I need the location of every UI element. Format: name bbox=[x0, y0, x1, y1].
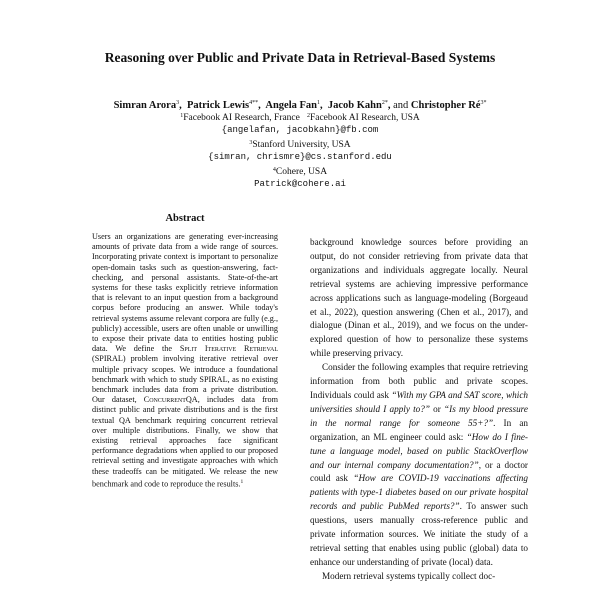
body-paragraph: background knowledge sources before providing an output, do not consider retrieving from private data that organizations and individuals aggregate locally. Neural retrieval systems are achieving impressive performance across applications such as language-modeling (Borgeaud et al., 2022), question answering (Chen et al., 2017), and dialogue (Dinan et al., 2019), and we focus on the under-explored question of how to personalize these systems while preserving privacy. bbox=[310, 237, 528, 359]
body-text: , or a doctor could ask bbox=[310, 459, 528, 484]
author-list: Simran Arora$^3$, Patrick Lewis$^{4**}$, Angela Fan$^1$, Jacob Kahn$^{2*}$, and Christopher $Ré^{3*}$ bbox=[113, 100, 487, 111]
author-name: Angela Fan bbox=[265, 100, 318, 111]
body-text: Consider the following examples that require retrieving information from both public and private scopes. Individuals could ask bbox=[310, 362, 528, 400]
body-text: . In an organization, an ML engineer could ask: bbox=[310, 417, 528, 442]
affiliation-text: Stanford University, USA bbox=[252, 140, 351, 150]
affiliation-mark: 4 bbox=[272, 167, 276, 173]
example-question: “Is my blood pressure in the normal range for someone 55+?” bbox=[310, 403, 528, 428]
body-text: or bbox=[429, 403, 445, 414]
abstract-text: (SPIRAL) problem involving iterative retrieval over multiple privacy scopes. We introduce a foundational benchmark with which to study SPIRAL, as no existing benchmark includes data from a private distribution. Our dataset, bbox=[92, 354, 278, 405]
abstract-smallcaps: Split Iterative Retrieval bbox=[179, 344, 279, 354]
author-mark: 2* bbox=[381, 100, 388, 106]
footnote-mark: 1 bbox=[240, 478, 244, 485]
affiliation-mark: 2 bbox=[306, 113, 310, 119]
author-name: Simran Arora bbox=[113, 100, 177, 111]
body-text: . To answer such questions, users manually cross-reference public and private information sources. We initiate the study of a retrieval setting that enables using public (global) data to enhance our understanding of private (local) data. bbox=[310, 501, 528, 567]
author-mark: 3* bbox=[480, 100, 487, 106]
body-paragraph bbox=[310, 361, 528, 570]
affiliation-text: Facebook AI Research, USA bbox=[309, 113, 420, 123]
abstract-body bbox=[92, 232, 278, 490]
affiliation-mark: 3 bbox=[249, 140, 253, 146]
abstract-heading: Abstract bbox=[165, 213, 205, 224]
author-mark: 4** bbox=[249, 100, 259, 106]
email-line-1: {angelafan, jacobkahn}@fb.com bbox=[221, 125, 379, 135]
abstract-smallcaps: ConcurrentQA bbox=[143, 395, 198, 405]
abstract-text: , includes data from distinct public and private distributions and is the first textual QA benchmark requiring concurrent retrieval over multiple distributions. Finally, we show that existing retrieval approaches face significant performance degradations when applied to our proposed retrieval setting and investigate approaches with which these tradeoffs can be mitigated. We release the new benchmark and code to reproduce the results. bbox=[92, 395, 278, 489]
example-question: “How do I fine-tune a language model, based on public StackOverflow and our internal company documentation?” bbox=[310, 431, 528, 470]
affiliation-line-3 bbox=[0, 164, 600, 178]
paper-title: Reasoning over Public and Private Data in Retrieval-Based Systems bbox=[104, 50, 496, 65]
example-question: “How are COVID-19 vaccinations affecting patients with type-1 diabetes based on our private hospital records and public PubMed reports?” bbox=[310, 473, 528, 512]
affiliation-text: Cohere, USA bbox=[275, 167, 328, 177]
author-mark: 1 bbox=[317, 100, 321, 106]
author-name: Jacob Kahn bbox=[327, 100, 382, 111]
affiliation-mark: 1 bbox=[180, 113, 184, 119]
author-name: Patrick Lewis bbox=[186, 100, 250, 111]
author-conjunction: and bbox=[393, 100, 409, 111]
author-name: Christopher Ré bbox=[410, 100, 481, 111]
author-mark: 3 bbox=[176, 100, 180, 106]
body-paragraph: Modern retrieval systems typically collect doc- bbox=[322, 570, 496, 581]
affiliation-text: Facebook AI Research, France bbox=[183, 113, 300, 123]
affiliation-line-1 bbox=[0, 110, 600, 124]
email-line-2: {simran, chrismre}@cs.stanford.edu bbox=[208, 152, 392, 162]
abstract-text: Users an organizations are generating ever-increasing amounts of private data from a wide range of sources. Incorporating private context is important to personalize open-domain tasks such as question-answering, fact-checking, and personal assistants. State-of-the-art systems for these tasks explicitly retrieve information that is relevant to an input question from a background corpus before producing an answer. While today's retrieval systems assume relevant corpora are fully (e.g., publicly) accessible, users are often unable or unwilling to expose their private data to entities hosting public data. We define the bbox=[92, 232, 278, 354]
example-question: “With my GPA and SAT score, which universities should I apply to?” bbox=[310, 389, 528, 414]
affiliation-line-2 bbox=[0, 137, 600, 151]
email-line-3: Patrick@cohere.ai bbox=[254, 179, 346, 189]
body-column bbox=[310, 236, 528, 584]
